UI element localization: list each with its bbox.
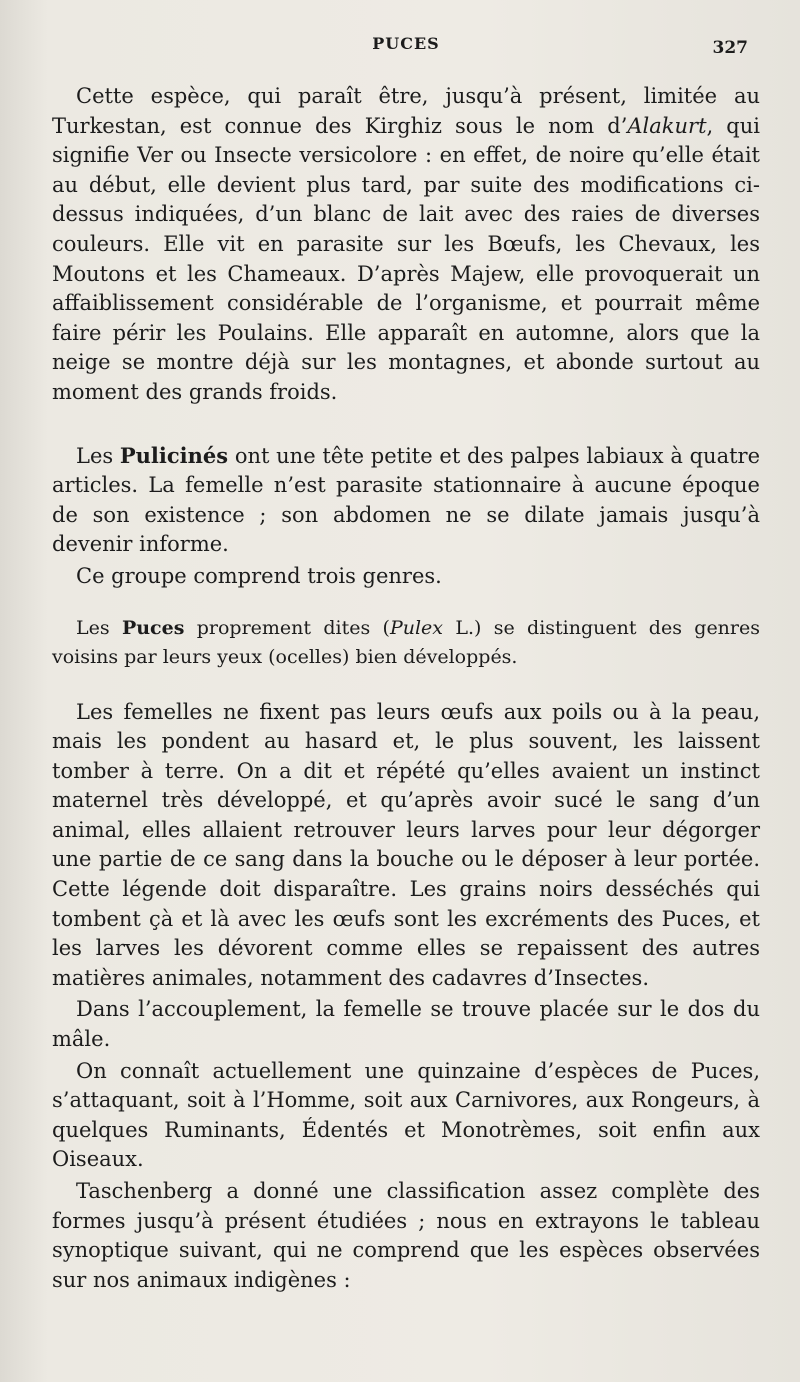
paragraph-especes: On connaît actuellement une quinzaine d’espèces de Puces, s’attaquant, soit à l’Homme, soit aux Carnivores, aux Rongeurs, à quelques Ruminants, Édentés et Monotrèmes, soit enfin aux Oiseaux. [52,1058,760,1172]
term-alakurt: Alakurt [627,113,707,138]
paragraph-puces-text-a: Les [76,616,122,639]
paragraph-pulicines [52,441,760,560]
term-pulicines: Pulicinés [119,442,229,468]
term-puces: Puces [121,616,185,639]
paragraph-pulicines-text-b: ont une tête petite et des palpes labiaux à quatre articles. La femelle n’est parasite stationnaire à aucune époque de son existence ; son abdomen ne se dilate jamais jusqu’à devenir informe. [52,443,760,557]
paragraph-femelles: Les femelles ne fixent pas leurs œufs aux poils ou à la peau, mais les pondent au hasard et, le plus souvent, les laissent tomber à terre. On a dit et répété qu’elles avaient un instinct maternel très développé, et qu’après avoir sucé le sang d’un animal, elles allaient retrouver leurs larves pour leur dégorger une partie de ce sang dans la bouche ou le déposer à leur portée. Cette légende doit disparaître. Les grains noirs desséchés qui tombent çà et là avec les œufs sont les excréments des Puces, et les larves les dévorent comme elles se repaissent des autres matières animales, notamment des cadavres d’Insectes. [52,699,760,990]
paragraph-groupe: Ce groupe comprend trois genres. [76,563,442,588]
paragraph-puces-text-b: proprement dites ( [184,616,390,639]
paragraph-puces-definition [52,614,760,672]
paragraph-accouplement: Dans l’accouplement, la femelle se trouve placée sur le dos du mâle. [52,997,760,1052]
paragraph-alakurt [52,82,760,408]
page-number: 327 [712,38,748,58]
paragraph-pulicines-text-a: Les [76,443,120,468]
running-head [52,34,760,70]
paragraph-taschenberg: Taschenberg a donné une classification assez complète des formes jusqu’à présent étudiées ; nous en extrayons le tableau synoptique suivant, qui ne comprend que les espèces observées sur nos animaux indigènes : [52,1179,760,1292]
running-title: PUCES [372,34,440,53]
paragraph-alakurt-text-a: Cette espèce, qui paraît être, jusqu’à présent, limitée au Turkestan, est connue des Kirghiz sous le nom d’ [52,84,760,138]
term-pulex: Pulex [389,616,444,639]
paragraph-alakurt-text-b: , qui signifie Ver ou Insecte versicolore : en effet, de noire qu’elle était au début, elle devient plus tard, par suite des modifications ci-dessus indiquées, d’un blanc de lait avec des raies de diverses couleurs. Elle vit en parasite sur les Bœufs, les Chevaux, les Moutons et les Chameaux. D’après Majew, elle provoquerait un affaiblissement considérable de l’organisme, et pourrait même faire périr les Poulains. Elle apparaît en automne, alors que la neige se montre déjà sur les montagnes, et abonde surtout au moment des grands froids. [52,113,760,404]
paragraph-puces-text-c: L.) se distinguent des genres voisins par leurs yeux (ocelles) bien développés. [52,616,760,668]
